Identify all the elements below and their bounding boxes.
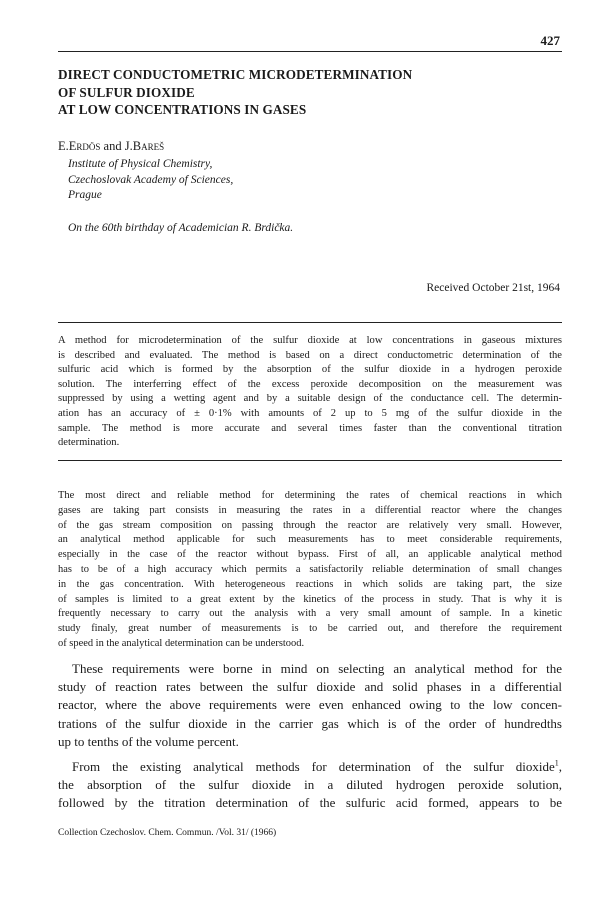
intro-paragraph	[58, 489, 562, 652]
body-line: of speed in the analytical determination can be understood.	[58, 637, 305, 649]
body-line: of samples is limited to a great extent by the kinetics of the process in study. That is why it is	[58, 593, 562, 605]
abstract-line: ation has an accuracy of ± 0·1% with amounts of 2 up to 5 mg of the sulfur dioxide in the	[58, 407, 562, 419]
page-number: 427	[540, 33, 560, 48]
body-line: the absorption of the sulfur dioxide in a diluted hydrogen peroxide solution,	[58, 777, 562, 793]
abstract	[58, 334, 562, 451]
affiliation-line: Institute of Physical Chemistry,	[68, 158, 213, 170]
title-line: DIRECT CONDUCTOMETRIC MICRODETERMINATION	[58, 67, 413, 82]
body-line-with-footnote	[58, 758, 562, 776]
author-initial: J.	[124, 139, 133, 153]
body-line: frequently necessary to carry out the analysis with a very small amount of sample. In a kinetic	[58, 608, 562, 620]
received-date: Received October 21st, 1964	[426, 282, 560, 294]
body-line: study finaly, great number of measurements is to be carried out, and therefore the requirement	[58, 623, 562, 635]
body-line: The most direct and reliable method for determining the rates of chemical reactions in which	[58, 490, 562, 501]
body-line: in the gas concentration. With heterogeneous reactions in which solids are taking part, the size	[58, 578, 562, 590]
main-text	[58, 660, 562, 813]
abstract-line: suppressed by using a wetting agent and by a suitable design of the conductance cell. The determin-	[58, 393, 562, 405]
abstract-line: sulfuric acid which is formed by the absorption of the sulfur dioxide in a hydrogen peroxide	[58, 364, 562, 376]
abstract-line: sample. The method is more accurate and several times faster than the conventional titration	[58, 422, 562, 434]
abstract-top-rule	[58, 322, 562, 323]
body-line: of the gas stream composition on passing through the reactor are relatively very small. However,	[58, 519, 562, 531]
abstract-line: A method for microdetermination of the sulfur dioxide at low concentrations in gaseous mixtures	[58, 335, 562, 346]
body-line: trations of the sulfur dioxide in the carrier gas which is of the order of hundredths	[58, 715, 562, 731]
affiliation	[68, 157, 233, 204]
authors	[58, 139, 164, 154]
author-initial: E.	[58, 139, 69, 153]
body-line: reactor, where the above requirements were even enhanced owing to the low concen-	[58, 697, 562, 713]
affiliation-line: Prague	[68, 189, 102, 201]
body-line: followed by the titration determination of the sulfuric acid formed, appears to be	[58, 795, 562, 811]
body-line: These requirements were borne in mind on selecting an analytical method for the	[72, 661, 562, 676]
author-name: Bareš	[132, 139, 165, 153]
body-line: gases are taking part consists in measuring the rates in a differential reactor where the changes	[58, 504, 562, 516]
abstract-line: solution. The interferring effect of the excess peroxide decomposition on the measurement was	[58, 378, 562, 390]
body-line: especially in the case of the reactor without bypass. First of all, an applicable analytical method	[58, 549, 562, 561]
abstract-bottom-rule	[58, 460, 562, 461]
authors-and: and	[100, 139, 125, 153]
journal-footer: Collection Czechoslov. Chem. Commun. /Vol. 31/ (1966)	[58, 828, 277, 838]
header-rule	[58, 51, 562, 52]
body-text: From the existing analytical methods for determination of the sulfur dioxide	[72, 759, 555, 775]
footnote-reference[interactable]: 1	[554, 758, 559, 768]
title-line: OF SULFUR DIOXIDE	[58, 84, 195, 100]
body-line: up to tenths of the volume percent.	[58, 733, 239, 749]
body-line: has to be of a high accuracy which permits a satisfactorily reliable determination of small changes	[58, 563, 562, 575]
body-text: ,	[558, 759, 562, 775]
body-line: an analytical method applicable for such measurements has to meet considerable requirements,	[58, 534, 562, 546]
title-line: AT LOW CONCENTRATIONS IN GASES	[58, 102, 307, 117]
article-title	[58, 66, 558, 119]
author-name: Erdös	[68, 139, 101, 153]
dedication: On the 60th birthday of Academician R. Brdička.	[68, 222, 294, 234]
abstract-line: is described and evaluated. The method is based on a direct conductometric determination of the	[58, 349, 562, 361]
affiliation-line: Czechoslovak Academy of Sciences,	[68, 173, 234, 186]
abstract-line: determination.	[58, 437, 120, 449]
body-line: study of reaction rates between the sulfur dioxide and solid phases in a differential	[58, 679, 562, 695]
